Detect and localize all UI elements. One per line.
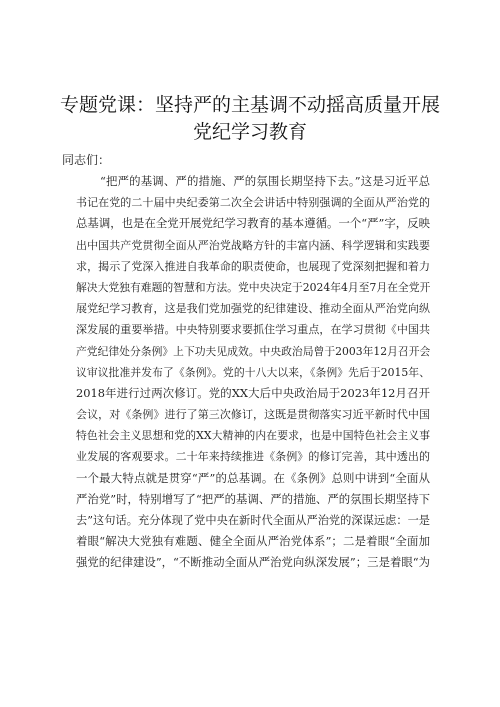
body-line: 去”这句话。充分体现了党中央在新时代全面从严治党的深谋远虑：一是 [76,514,430,527]
body-line: “把严的基调、严的措施、严的氛围长期坚持下去。”这是习近平总 [100,174,430,188]
body-line: 业发展的客观要求。二十年来持续推进《条例》的修订完善，其中透出的 [76,450,430,464]
body-line: 求，揭示了党深入推进自我革命的职责使命，也展现了党深刻把握和着力 [76,259,430,273]
title-line-1: 专题党课：坚持严的主基调不动摇高质量开展 [60,94,441,116]
body-line: 着眼“解决大党独有难题、健全全面从严治党体系”；二是着眼“全面加 [76,534,430,549]
body-line: 解决大党独有难题的智慧和方法。党中央决定于2024年4月至7月在全党开 [76,280,430,294]
body-line: 会议，对《条例》进行了第三次修订，这既是贯彻落实习近平新时代中国 [76,408,430,422]
body-line: 2018年进行过两次修订。党的XX大后中央政治局于2023年12月召开 [76,385,430,400]
body-line: 深发展的重要举措。中央特别要求要抓住学习重点，在学习贯彻《中国共 [76,323,430,337]
body-paragraph [76,171,430,574]
body-line: 产党纪律处分条例》上下功夫见成效。中央政治局曾于2003年12月召开会 [76,344,430,358]
salutation: 同志们： [62,153,111,167]
body-line: 议审议批准并发布了《条例》。党的十八大以来，《条例》先后于2015年、 [76,365,430,379]
body-line: 出中国共产党贯彻全面从严治党战略方针的丰富内涵、科学逻辑和实践要 [76,238,430,252]
body-line: 书记在党的二十届中央纪委第二次全会讲话中特别强调的全面从严治党的 [76,196,430,210]
body-line: 强党的纪律建设”，“不断推动全面从严治党向纵深发展”；三是着眼“为 [76,555,430,570]
document-title [60,92,440,146]
title-line-2: 党纪学习教育 [192,121,307,143]
body-line: 严治党”时，特别增写了“把严的基调、严的措施、严的氛围长期坚持下 [76,491,430,506]
body-line: 特色社会主义思想和党的XX大精神的内在要求，也是中国特色社会主义事 [76,429,430,443]
body-line: 展党纪学习教育，这是我们党加强党的纪律建设、推动全面从严治党向纵 [76,302,430,316]
body-line: 一个最大特点就是贯穿“严”的总基调。在《条例》总则中讲到“全面从 [76,470,430,485]
body-line: 总基调，也是在全党开展党纪学习教育的基本遵循。一个“严”字，反映 [76,216,430,231]
